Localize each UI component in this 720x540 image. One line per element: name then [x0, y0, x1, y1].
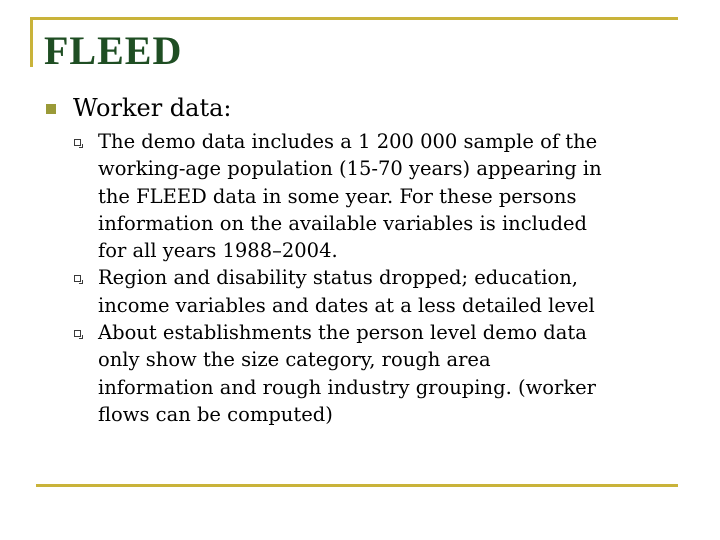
hollow-square-bullet-icon: [74, 275, 81, 282]
list-item-text: About establishments the person level demo data only show the size category, rough area information and rough industry grouping. (worker flows can be computed): [98, 321, 597, 426]
list-item: [74, 128, 686, 264]
hollow-square-bullet-icon: [74, 139, 81, 146]
top-accent-rule: [30, 17, 678, 20]
level1-heading: Worker data:: [73, 94, 232, 122]
list-item: [74, 264, 686, 319]
bottom-accent-rule: [36, 484, 678, 487]
left-accent-rule: [30, 17, 33, 67]
list-item: [74, 319, 686, 428]
content-area: [46, 92, 686, 428]
hollow-square-bullet-icon: [74, 330, 81, 337]
list-item-text: The demo data includes a 1 200 000 sample of the working-age population (15-70 years) appearing in the FLEED data in some year. For these persons information on the available variables is included for all years 1988–2004.: [98, 130, 602, 263]
level1-item-worker-data: [46, 92, 686, 124]
sub-bullet-list: [46, 128, 686, 428]
filled-square-bullet-icon: [46, 104, 56, 114]
slide-title: FLEED: [44, 28, 183, 73]
list-item-text: Region and disability status dropped; education, income variables and dates at a less detailed level: [98, 266, 595, 317]
